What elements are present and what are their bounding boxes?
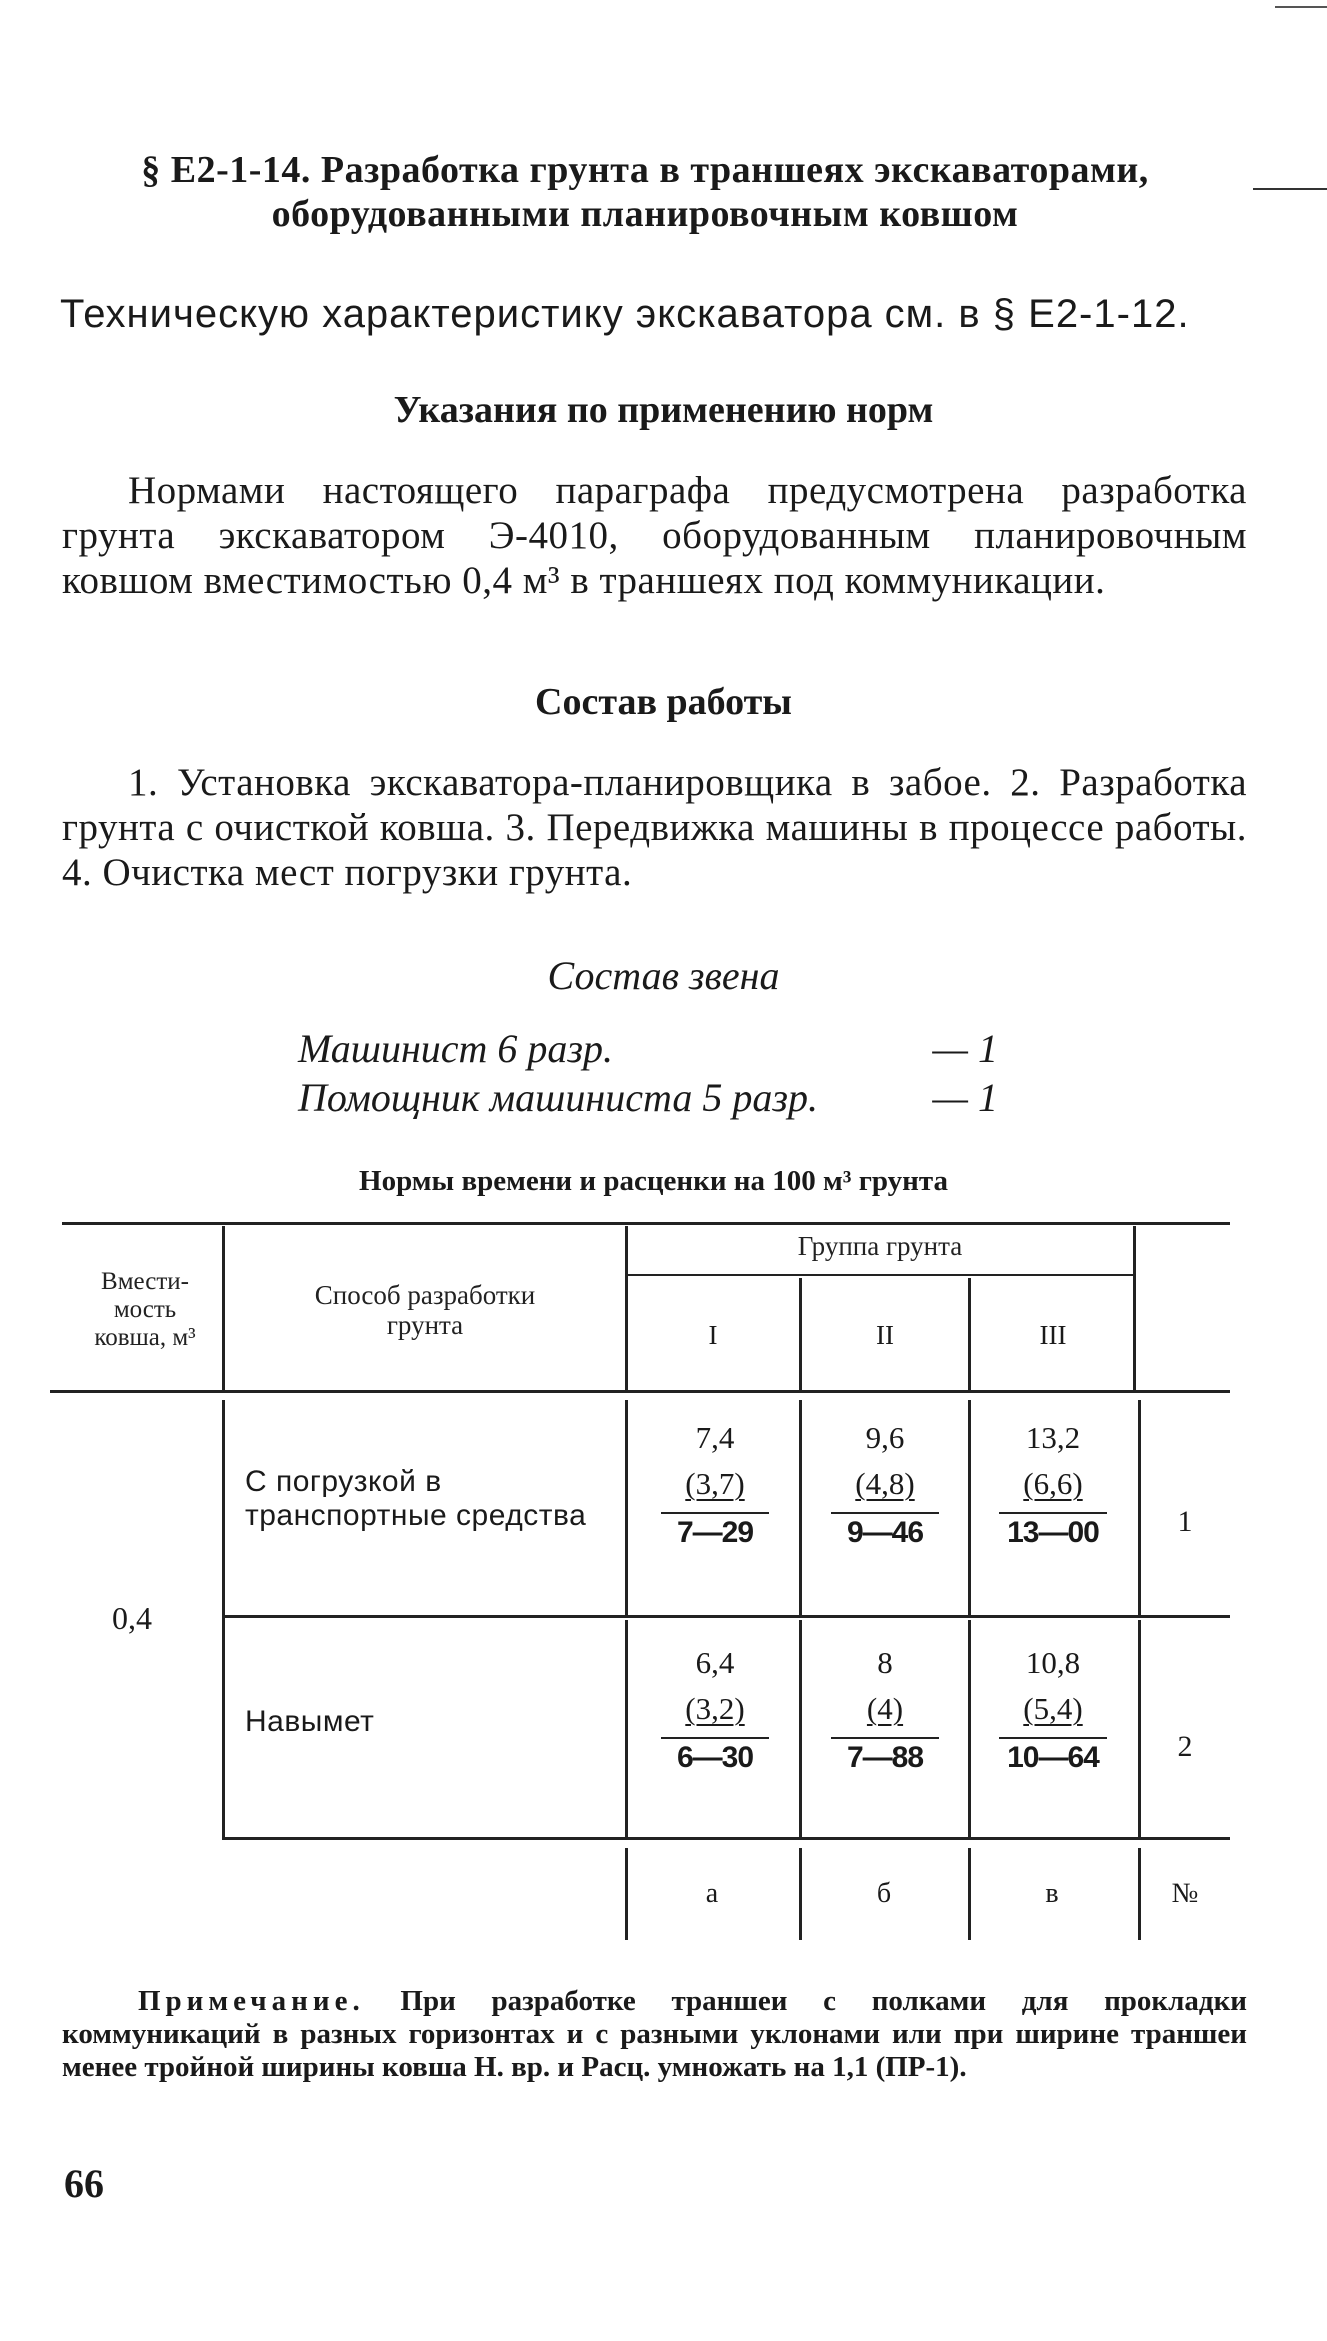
group-header-rule (625, 1274, 1133, 1276)
machine-time: (4) (866, 1691, 904, 1726)
col-divider (222, 1226, 225, 1390)
norm-cell (830, 1645, 940, 1777)
guidelines-title: Указания по применению норм (393, 389, 934, 431)
method-cell: С погрузкой в транспортные средства (245, 1465, 587, 1532)
capacity-value: 0,4 (112, 1600, 152, 1636)
crew-title: Состав звена (547, 953, 780, 998)
crew-member (298, 1075, 1018, 1121)
col-divider (1138, 1620, 1141, 1837)
column-letter: в (1045, 1878, 1059, 1909)
group-I-header: I (708, 1320, 718, 1350)
crew-count: — 1 (932, 1075, 998, 1120)
soil-group-header: Группа грунта (797, 1231, 963, 1261)
capacity-header: Вмести- мость ковша, м³ (94, 1268, 196, 1351)
time-norm: 7,4 (695, 1420, 735, 1455)
col-divider (625, 1400, 628, 1615)
col-divider (625, 1620, 628, 1837)
norm-cell (998, 1645, 1108, 1777)
col-divider (625, 1848, 628, 1940)
col-divider (799, 1848, 802, 1940)
guidelines-text: Нормами настоящего параграфа предусмотрена разработка грунта экскаватором Э-4010, оборудованным планировочным ковшом вместимостью 0,4 м³ в траншеях под коммуникации. (62, 469, 1247, 602)
heading-line-2: оборудованными планировочным ковшом (271, 193, 1019, 235)
row-divider (222, 1615, 1230, 1618)
norm-cell (660, 1645, 770, 1777)
col-divider (968, 1620, 971, 1837)
group-III-header: III (1039, 1320, 1067, 1350)
footnote (62, 1985, 1247, 2084)
time-norm: 10,8 (1025, 1645, 1081, 1680)
machine-time: (6,6) (1023, 1466, 1083, 1501)
crew-role: Машинист 6 разр. (298, 1026, 614, 1071)
rate-value: 10—64 (1007, 1741, 1099, 1774)
page-number: 66 (64, 2161, 104, 2206)
col-divider (968, 1400, 971, 1615)
time-norm: 6,4 (695, 1645, 735, 1680)
method-cell: Навымет (245, 1705, 375, 1738)
rate-value: 9—46 (846, 1516, 924, 1549)
intro-text: Техническую характеристику экскаватора см. в § E2-1-12. (60, 292, 1190, 336)
row-number: 1 (1177, 1505, 1193, 1538)
note-text: При разработке траншеи с полками для прокладки коммуникаций в разных горизонтах и с разными уклонами или при ширине траншеи менее тройной ширины ковша Н. вр. и Расц. умножать на 1,1 (ПР-1). (62, 1985, 1247, 2083)
column-letter: б (876, 1878, 892, 1909)
note-label: Примечание. (138, 1985, 365, 2017)
rate-value: 13—00 (1007, 1516, 1099, 1549)
col-divider (1138, 1400, 1141, 1615)
col-divider (968, 1278, 971, 1390)
table-bottom-rule (222, 1837, 1230, 1840)
col-divider (799, 1620, 802, 1837)
margin-rule (1253, 188, 1327, 190)
col-divider (799, 1400, 802, 1615)
crew-count: — 1 (932, 1026, 998, 1071)
column-letter: № (1171, 1878, 1199, 1909)
norm-cell (660, 1420, 770, 1552)
rate-value: 6—30 (676, 1741, 754, 1774)
row-number: 2 (1177, 1730, 1193, 1763)
work-title: Состав работы (535, 681, 792, 723)
group-II-header: II (876, 1320, 894, 1350)
table-top-rule (62, 1222, 1230, 1225)
machine-time: (3,7) (685, 1466, 745, 1501)
corner-rule (1275, 6, 1327, 8)
norm-cell (998, 1420, 1108, 1552)
heading-line-1: § E2-1-14. Разработка грунта в траншеях экскаваторами, (141, 149, 1149, 191)
col-divider (968, 1848, 971, 1940)
col-divider (799, 1278, 802, 1390)
time-norm: 13,2 (1025, 1420, 1081, 1455)
method-header: Способ разработки грунта (314, 1280, 536, 1340)
table-caption: Нормы времени и расценки на 100 м³ грунта (359, 1165, 948, 1197)
crew-role: Помощник машиниста 5 разр. (298, 1075, 818, 1120)
time-norm: 8 (877, 1645, 893, 1680)
crew-member (298, 1026, 1018, 1072)
col-divider (1138, 1848, 1141, 1940)
work-text: 1. Установка экскаватора-планировщика в забое. 2. Разработка грунта с очисткой ковша. 3. Передвижка машины в процессе работы. 4. Очистка мест погрузки грунта. (62, 761, 1247, 894)
col-divider (222, 1400, 225, 1837)
header-bottom-rule (50, 1390, 1230, 1393)
col-divider (1133, 1226, 1136, 1390)
section-heading (60, 148, 1230, 236)
time-norm: 9,6 (865, 1420, 905, 1455)
machine-time: (5,4) (1023, 1691, 1083, 1726)
machine-time: (3,2) (685, 1691, 745, 1726)
col-divider (625, 1226, 628, 1390)
rate-value: 7—29 (676, 1516, 754, 1549)
rate-value: 7—88 (846, 1741, 924, 1774)
column-letter: а (705, 1878, 719, 1909)
norm-cell (830, 1420, 940, 1552)
machine-time: (4,8) (855, 1466, 915, 1501)
